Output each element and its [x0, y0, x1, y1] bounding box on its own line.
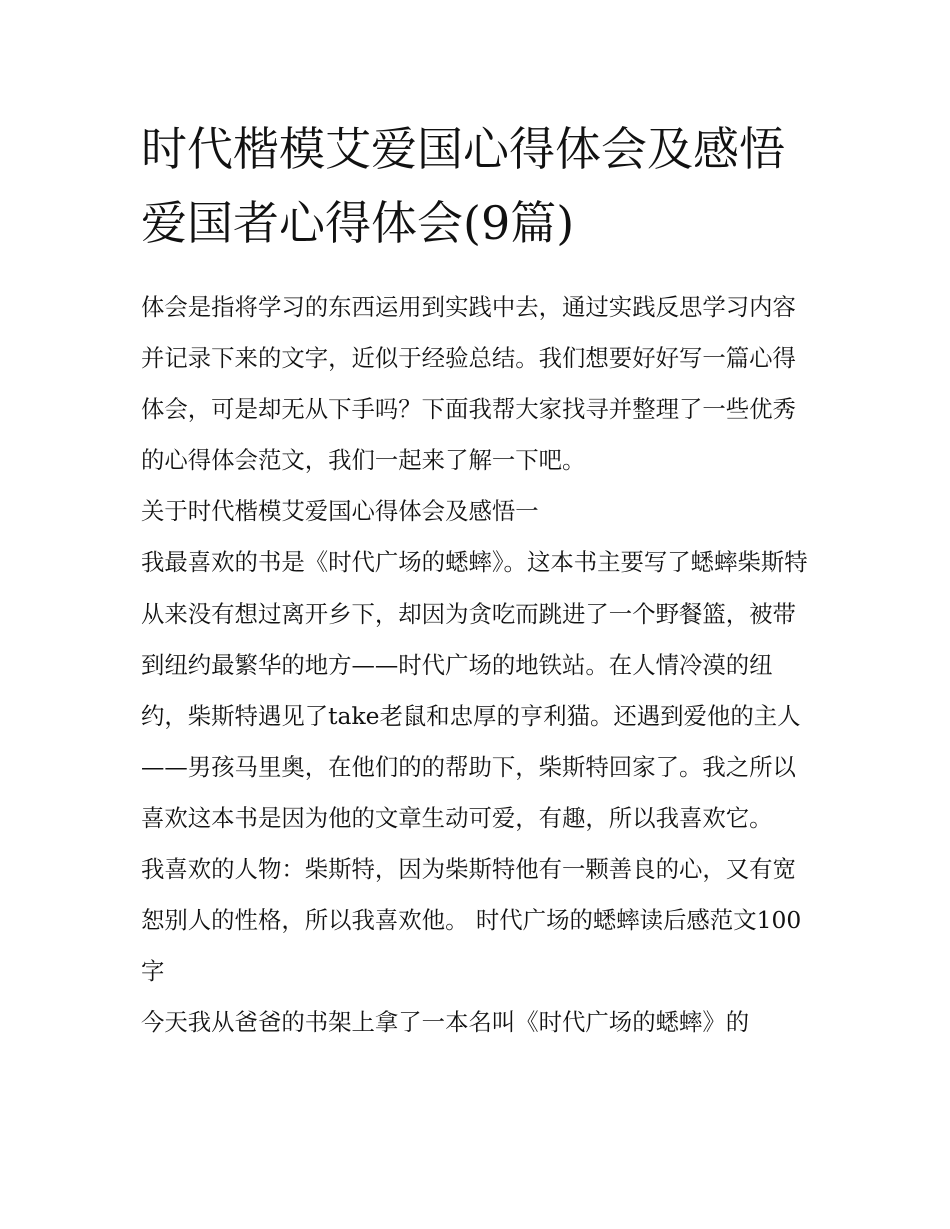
paragraph-continuation: 今天我从爸爸的书架上拿了一本名叫《时代广场的蟋蟀》的: [141, 1008, 750, 1037]
paragraph-intro: 体会是指将学习的东西运用到实践中去，通过实践反思学习内容并记录下来的文字，近似于经验总结。我们想要好好写一篇心得体会，可是却无从下手吗？下面我帮大家找寻并整理了一些优秀的心得体会范文，我们一起来了解一下吧。: [141, 293, 796, 475]
paragraph-favorite-character: 我喜欢的人物：柴斯特，因为柴斯特他有一颗善良的心，又有宽恕别人的性格，所以我喜欢他。 时代广场的蟋蟀读后感范文100字: [141, 855, 802, 986]
paragraph-book-summary: 我最喜欢的书是《时代广场的蟋蟀》。这本书主要写了蟋蟀柴斯特从来没有想过离开乡下，却因为贪吃而跳进了一个野餐篮，被带到纽约最繁华的地方——时代广场的地铁站。在人情冷漠的纽约，柴斯特遇见了take老鼠和忠厚的亨利猫。还遇到爱他的主人——男孩马里奥，在他们的的帮助下，柴斯特回家了。我之所以喜欢这本书是因为他的文章生动可爱，有趣，所以我喜欢它。: [141, 548, 808, 832]
document-body: [141, 282, 813, 1048]
document-title: 时代楷模艾爱国心得体会及感悟 爱国者心得体会(9篇): [141, 122, 785, 250]
section-heading: 关于时代楷模艾爱国心得体会及感悟一: [141, 497, 539, 526]
document-content: [141, 112, 813, 1048]
